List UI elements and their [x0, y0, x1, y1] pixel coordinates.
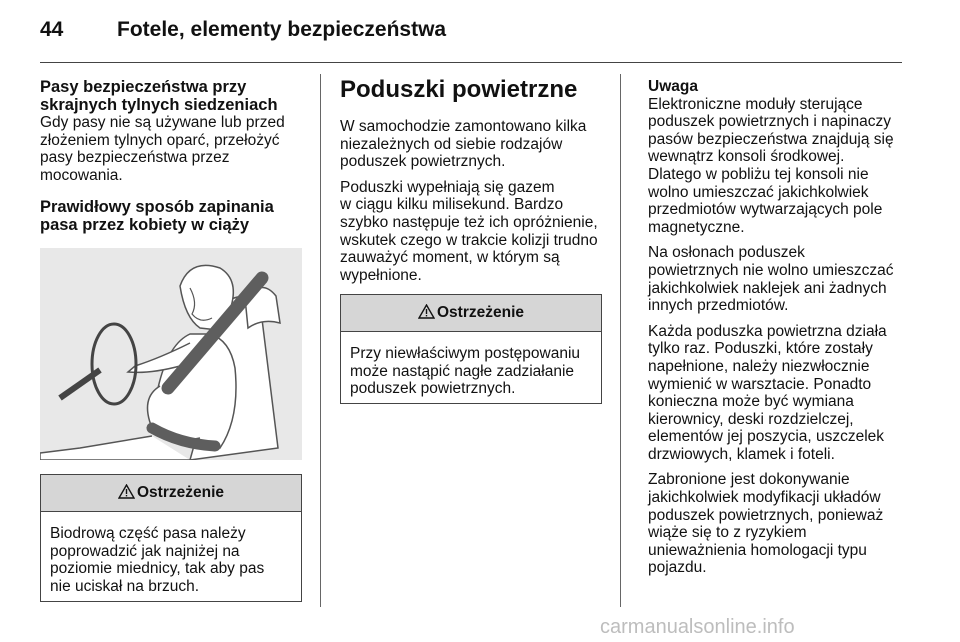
paragraph: W samochodzie zamontowano kilka niezależnych od siebie rodzajów poduszek powietrznych.	[340, 118, 587, 171]
note-title: Uwaga	[648, 78, 698, 95]
middle-column	[340, 76, 610, 292]
watermark: carmanualsonline.info	[600, 616, 795, 638]
left-column	[40, 78, 310, 234]
column-separator	[320, 74, 321, 607]
note-block: Uwaga Elektroniczne moduły sterujące poduszek powietrznych i napinaczy pasów bezpieczeństwa znajdują się wewnątrz konsoli środkowej. Dlatego w pobliżu tej konsoli nie wolno umieszczać jakichkolwiek przedmiotów wytwarzających pole magnetyczne.	[648, 78, 894, 236]
warning-header	[341, 295, 601, 332]
pregnant-woman-seatbelt-illustration	[40, 248, 302, 460]
paragraph: Poduszki wypełniają się gazem w ciągu kilku milisekund. Bardzo szybko następuje też ich opróżnienie, wskutek czego w trakcie kolizji trudno zauważyć moment, w którym są wypełnione.	[340, 178, 598, 284]
paragraph: Zabronione jest dokonywanie jakichkolwiek modyfikacji układów poduszek powietrznych, ponieważ wiąże się to z ryzykiem unieważnienia homologacji typu pojazdu.	[648, 471, 884, 577]
warning-box-airbags	[340, 294, 602, 404]
paragraph: Każda poduszka powietrzna działa tylko raz. Poduszki, które zostały napełnione, należy niezwłocznie wymienić w warsztacie. Ponadto konieczna może być wymiana kierownicy, deski rozdzielczej, elementów jej poszycia, uszczelek drzwiowych, klamek i foteli.	[648, 322, 887, 463]
column-separator	[620, 74, 621, 607]
warning-box-pregnancy	[40, 474, 302, 602]
warning-triangle-icon	[118, 477, 135, 513]
warning-title: Ostrzeżenie	[136, 484, 224, 501]
section-heading-rear-belts: Pasy bezpieczeństwa przy skrajnych tylnych siedzeniach	[40, 78, 278, 114]
paragraph: Na osłonach poduszek powietrznych nie wolno umieszczać jakichkolwiek naklejek ani żadnych innych przedmiotów.	[648, 244, 894, 315]
right-column	[648, 78, 930, 585]
warning-title: Ostrzeżenie	[436, 304, 524, 321]
warning-text: Biodrową część pasa należy poprowadzić jak najniżej na poziomie miednicy, tak aby pas nie uciskał na brzuch.	[50, 525, 265, 595]
page-header	[40, 18, 902, 48]
warning-header	[41, 475, 301, 512]
warning-text: Przy niewłaściwym postępowaniu może nastąpić nagłe zadziałanie poduszek powietrznych.	[350, 345, 581, 398]
warning-triangle-icon	[418, 297, 435, 333]
paragraph: Gdy pasy nie są używane lub przed złożeniem tylnych oparć, przełożyć pasy bezpieczeństwa przez mocowania.	[40, 114, 285, 184]
page-title: Fotele, elementy bezpieczeństwa	[117, 18, 447, 41]
section-heading-pregnancy: Prawidłowy sposób zapinania pasa przez kobiety w ciąży	[40, 198, 274, 235]
page-number: 44	[40, 18, 64, 41]
header-rule	[40, 62, 902, 63]
section-heading-airbags: Poduszki powietrzne	[340, 76, 578, 103]
